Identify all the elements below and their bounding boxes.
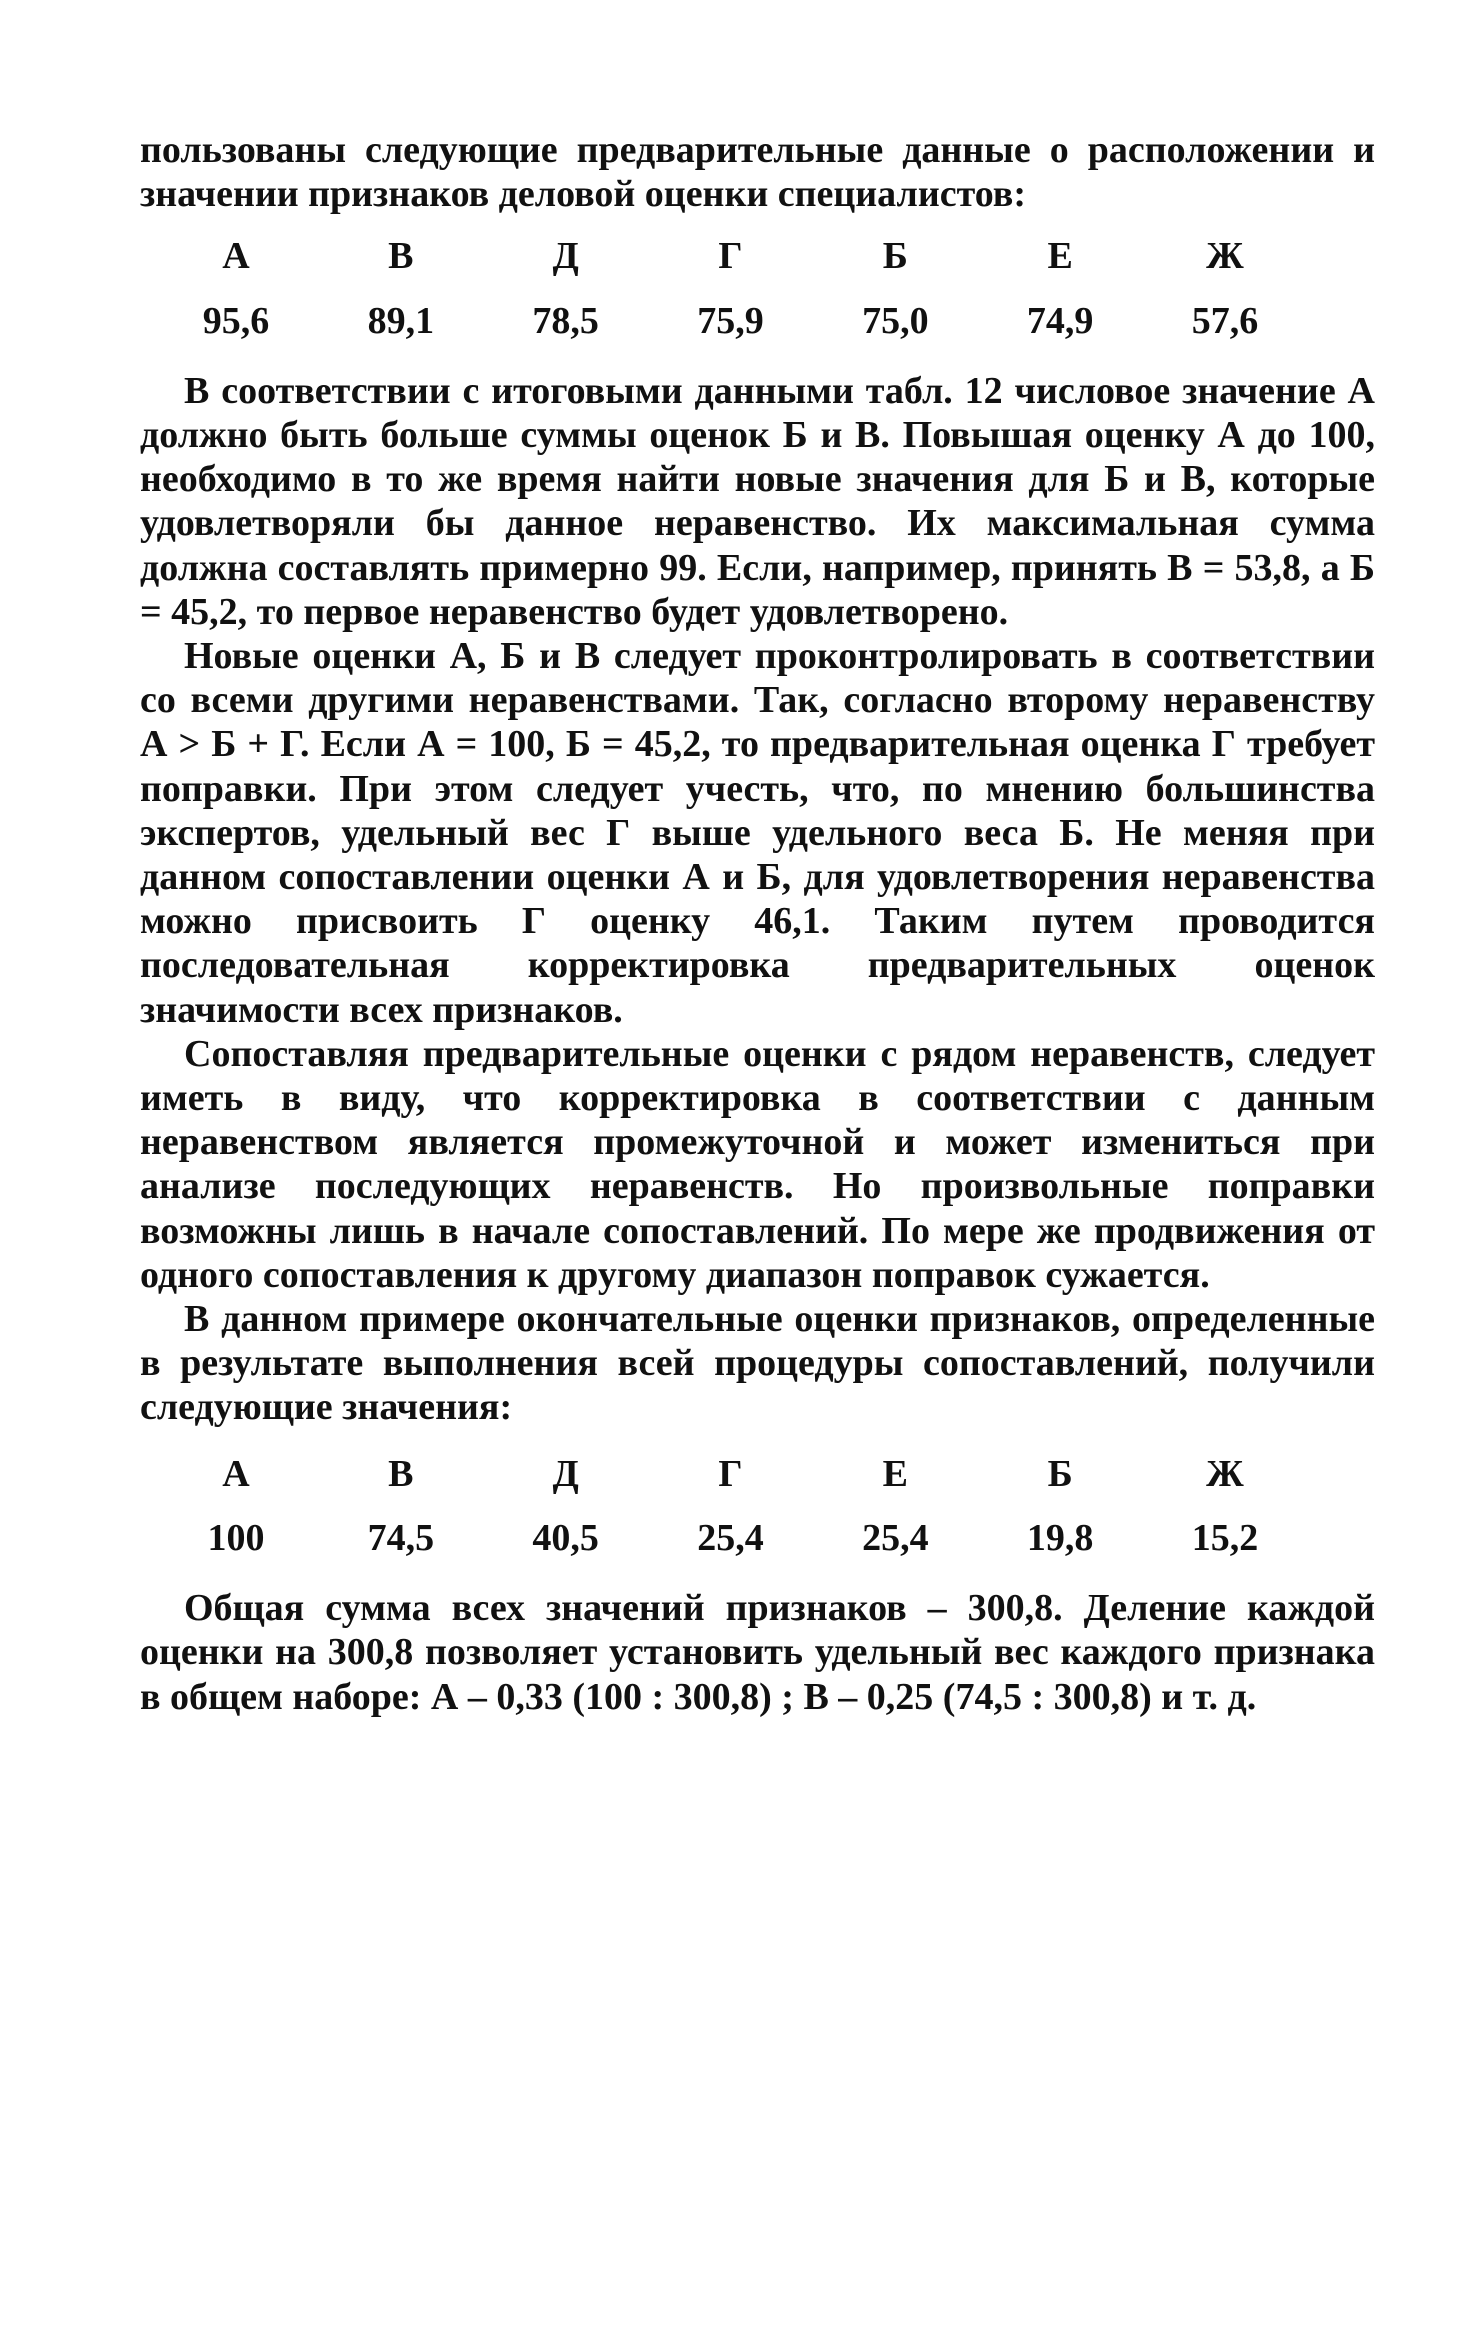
final-letters-row (140, 1452, 1375, 1496)
final-letter: Б (1047, 1452, 1073, 1495)
preliminary-letter: Д (552, 235, 579, 278)
preliminary-value: 75,9 (697, 299, 764, 342)
final-letter: Ж (1206, 1452, 1244, 1495)
preliminary-letter: Б (882, 235, 908, 278)
paragraph-new-estimates: Новые оценки А, Б и В следует проконтролировать в соответствии со всеми другими неравенствами. Так, согласно второму неравенству А > Б + Г. Если А = 100, Б = 45,2, то предварительная оценка Г требует поправки. При этом следует учесть, что, по мнению большинства экспертов, удельный вес Г выше удельного веса Б. Не меняя при данном сопоставлении оценки А и Б, для удовлетворения неравенства можно присвоить Г оценку 46,1. Таким путем проводится последовательная корректировка предварительных оценок значимости всех признаков. (140, 635, 1375, 1031)
final-value: 25,4 (697, 1516, 764, 1559)
final-values-row (140, 1516, 1375, 1560)
final-value: 74,5 (367, 1516, 435, 1559)
final-letter: А (222, 1452, 250, 1495)
preliminary-values-row (140, 299, 1375, 343)
preliminary-value: 95,6 (202, 299, 270, 342)
final-letter: Д (552, 1452, 579, 1495)
preliminary-letter: А (222, 235, 250, 278)
preliminary-letter: Е (1047, 235, 1073, 278)
preliminary-value: 78,5 (532, 299, 599, 342)
final-value: 40,5 (532, 1516, 599, 1559)
preliminary-value: 75,0 (862, 299, 929, 342)
paragraph-final-intro: В данном примере окончательные оценки признаков, определенные в результате выполнения всей процедуры сопоставлений, получили следующие значения: (140, 1298, 1375, 1429)
final-value: 25,4 (862, 1516, 929, 1559)
preliminary-value: 89,1 (367, 299, 435, 342)
preliminary-letters-row (140, 234, 1375, 278)
intro-paragraph: пользованы следующие предварительные данные о расположении и значении признаков деловой оценки специалистов: (140, 129, 1375, 216)
paragraph-closing: Общая сумма всех значений признаков – 300,8. Деление каждой оценки на 300,8 позволяет установить удельный вес каждого признака в общем наборе: А – 0,33 (100 : 300,8) ; В – 0,25 (74,5 : 300,8) и т. д. (140, 1587, 1375, 1718)
document-page (140, 128, 1375, 1719)
preliminary-value: 74,9 (1026, 299, 1094, 342)
paragraph-correspondence: В соответствии с итоговыми данными табл. 12 числовое значение А должно быть больше суммы оценок Б и В. Повышая оценку А до 100, необходимо в то же время найти новые значения для Б и В, которые удовлетворяли бы данное неравенство. Их максимальная сумма должна составлять примерно 99. Если, например, принять В = 53,8, а Б = 45,2, то первое неравенство будет удовлетворено. (140, 369, 1375, 633)
paragraph-comparison: Сопоставляя предварительные оценки с рядом неравенств, следует иметь в виду, что корректировка в соответствии с данным неравенством является промежуточной и может измениться при анализе последующих неравенств. Но произвольные поправки возможны лишь в начале сопоставлений. По мере же продвижения от одного сопоставления к другому диапазон поправок сужается. (140, 1032, 1375, 1296)
final-letter: Г (718, 1452, 743, 1495)
final-letter: Е (882, 1452, 908, 1495)
preliminary-letter: В (388, 235, 414, 278)
preliminary-letter: Ж (1206, 235, 1244, 278)
final-value: 15,2 (1191, 1516, 1259, 1559)
preliminary-value: 57,6 (1191, 299, 1259, 342)
final-value: 19,8 (1026, 1516, 1094, 1559)
preliminary-letter: Г (718, 235, 743, 278)
final-letter: В (388, 1452, 414, 1495)
final-value: 100 (207, 1516, 265, 1559)
